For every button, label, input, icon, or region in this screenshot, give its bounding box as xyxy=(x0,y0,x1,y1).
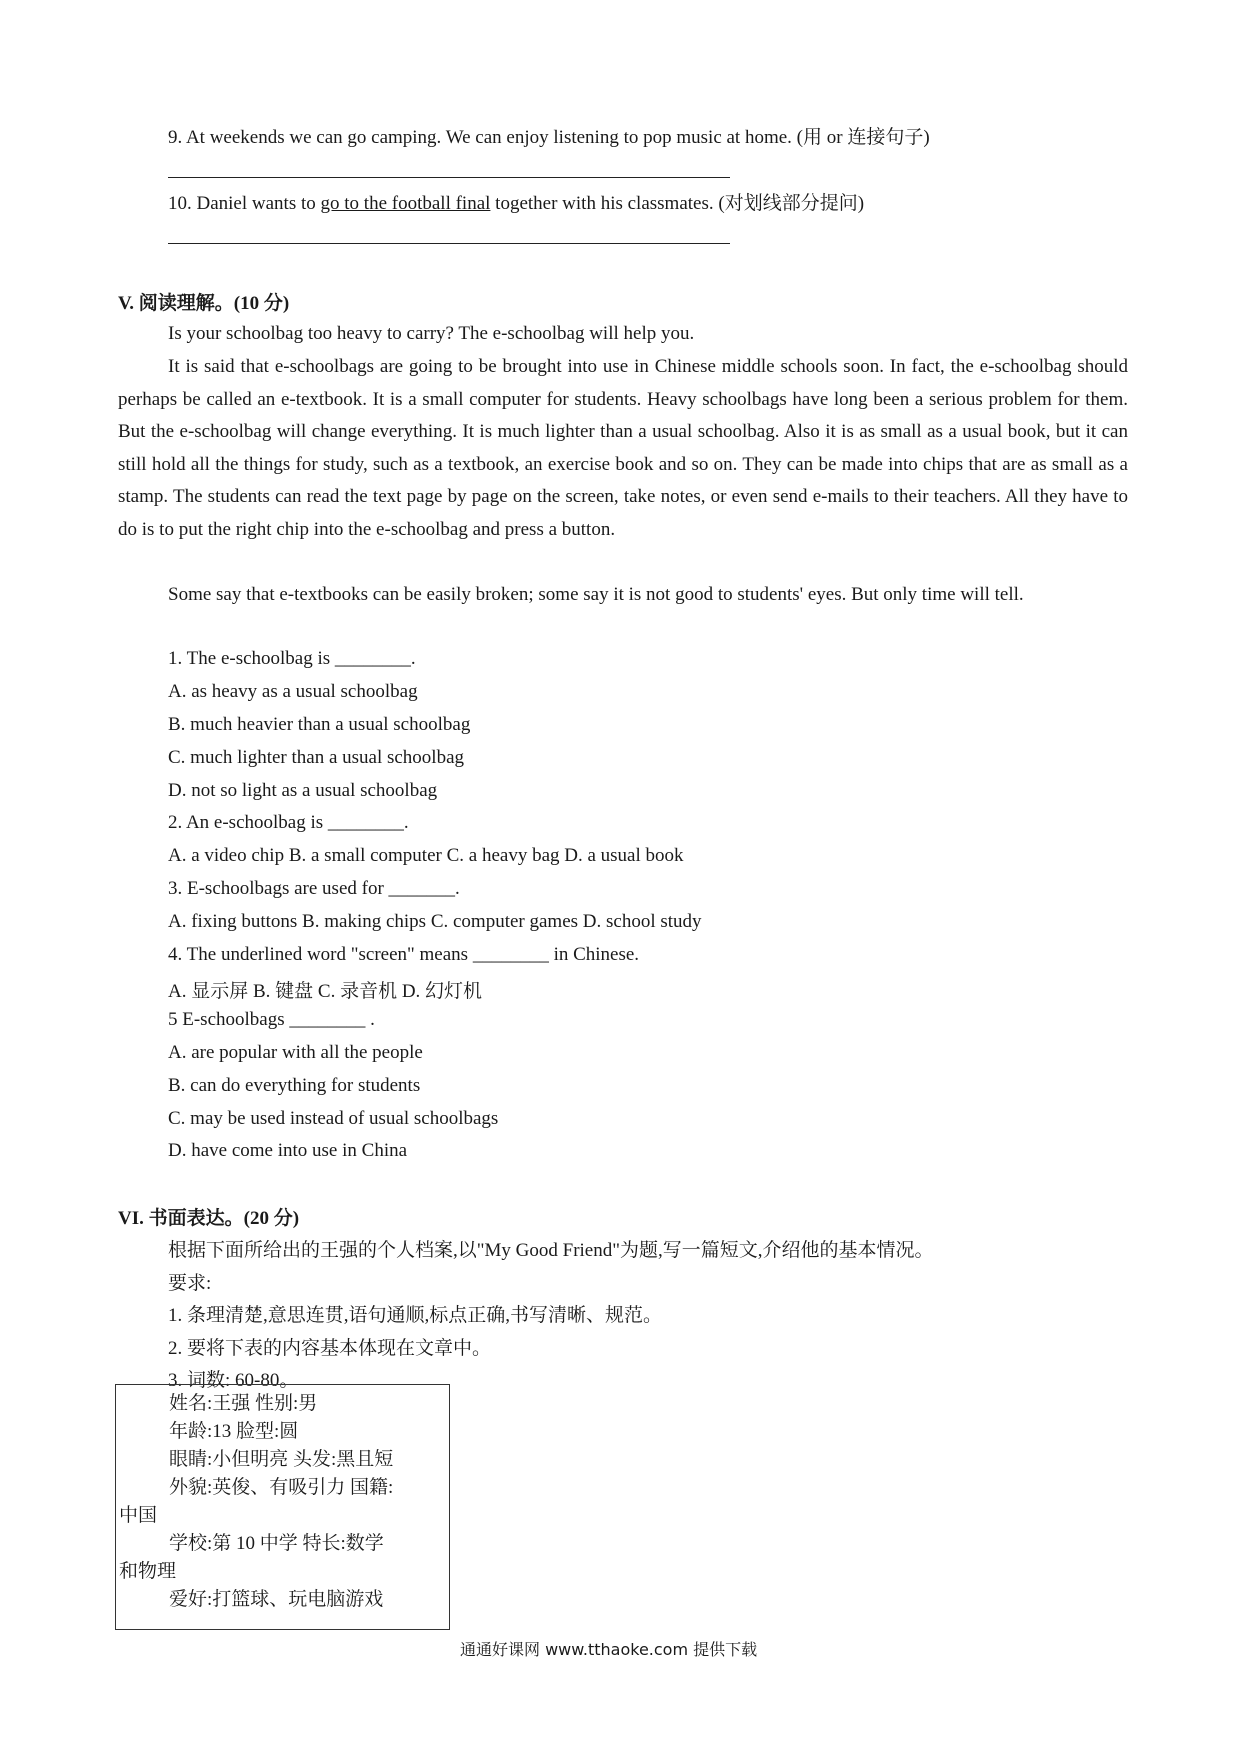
profile-strength-continued: 和物理 xyxy=(119,1561,177,1582)
reading-q5: 5 E-schoolbags ________ . xyxy=(168,1009,375,1030)
profile-hobbies: 爱好:打篮球、玩电脑游戏 xyxy=(169,1589,384,1610)
profile-name-gender: 姓名:王强 性别:男 xyxy=(169,1393,318,1414)
reading-q4: 4. The underlined word "screen" means ________ in Chinese. xyxy=(168,944,640,965)
reading-q5-option-b: B. can do everything for students xyxy=(168,1075,421,1096)
answer-line-9 xyxy=(168,177,730,178)
reading-q5-option-d: D. have come into use in China xyxy=(168,1140,408,1161)
reading-q3-options: A. fixing buttons B. making chips C. computer games D. school study xyxy=(168,911,702,932)
writing-requirement-2: 2. 要将下表的内容基本体现在文章中。 xyxy=(168,1338,492,1359)
profile-age-face: 年龄:13 脸型:圆 xyxy=(169,1421,299,1442)
reading-q1-option-d: D. not so light as a usual schoolbag xyxy=(168,780,438,801)
writing-heading: VI. 书面表达。(20 分) xyxy=(118,1208,300,1229)
reading-q1-option-b: B. much heavier than a usual schoolbag xyxy=(168,714,471,735)
reading-q1: 1. The e-schoolbag is ________. xyxy=(168,648,416,669)
reading-q2-options: A. a video chip B. a small computer C. a heavy bag D. a usual book xyxy=(168,845,684,866)
profile-eyes-hair: 眼睛:小但明亮 头发:黑且短 xyxy=(169,1449,394,1470)
reading-q5-option-c: C. may be used instead of usual schoolbags xyxy=(168,1108,499,1129)
reading-q1-option-c: C. much lighter than a usual schoolbag xyxy=(168,747,465,768)
reading-q4-options: A. 显示屏 B. 键盘 C. 录音机 D. 幻灯机 xyxy=(168,981,483,1002)
question-10-suffix: together with his classmates. (对划线部分提问) xyxy=(490,193,865,214)
reading-paragraph-2: It is said that e-schoolbags are going to be brought into use in Chinese middle schools soon. In fact, the e-schoolbag should perhaps be called an e-textbook. It is a small computer for students. Heavy schoolbags have long been a serious problem for them. But the e-schoolbag will change everything. It is much lighter than a usual schoolbag. Also it is as small as a usual book, but it can still hold all the things for study, such as a textbook, an exercise book and so on. They can be made into chips that are as small as a stamp. The students can read the text page by page on the screen, take notes, or even send e-mails to their teachers. All they have to do is to put the right chip into the e-schoolbag and press a button. xyxy=(118,356,1128,540)
profile-nationality-value: 中国 xyxy=(119,1505,158,1526)
answer-line-10 xyxy=(168,243,730,244)
reading-paragraph-1: Is your schoolbag too heavy to carry? The e-schoolbag will help you. xyxy=(168,323,695,344)
profile-looks-nationality: 外貌:英俊、有吸引力 国籍: xyxy=(169,1477,394,1498)
reading-q1-option-a: A. as heavy as a usual schoolbag xyxy=(168,681,418,702)
question-10-underlined: go to the football final xyxy=(320,193,491,214)
reading-heading: V. 阅读理解。(10 分) xyxy=(118,293,290,314)
reading-q2: 2. An e-schoolbag is ________. xyxy=(168,812,409,833)
writing-requirements-label: 要求: xyxy=(168,1273,212,1294)
writing-requirement-1: 1. 条理清楚,意思连贯,语句通顺,标点正确,书写清晰、规范。 xyxy=(168,1305,663,1326)
writing-instruction: 根据下面所给出的王强的个人档案,以"My Good Friend"为题,写一篇短文,介绍他的基本情况。 xyxy=(168,1240,934,1261)
question-9: 9. At weekends we can go camping. We can enjoy listening to pop music at home. (用 or 连接句子) xyxy=(168,127,930,148)
profile-table xyxy=(115,1384,450,1630)
profile-school-strength: 学校:第 10 中学 特长:数学 xyxy=(169,1533,384,1554)
footer-source: 通通好课网 www.tthaoke.com 提供下载 xyxy=(460,1640,758,1659)
question-10 xyxy=(168,188,864,215)
reading-q3: 3. E-schoolbags are used for _______. xyxy=(168,878,460,899)
reading-q5-option-a: A. are popular with all the people xyxy=(168,1042,423,1063)
reading-paragraph-3: Some say that e-textbooks can be easily broken; some say it is not good to students' eyes. But only time will tell. xyxy=(168,584,1024,605)
writing-requirement-3: 3. 词数: 60-80。 xyxy=(168,1370,299,1391)
question-10-prefix: 10. Daniel wants to xyxy=(168,193,321,214)
